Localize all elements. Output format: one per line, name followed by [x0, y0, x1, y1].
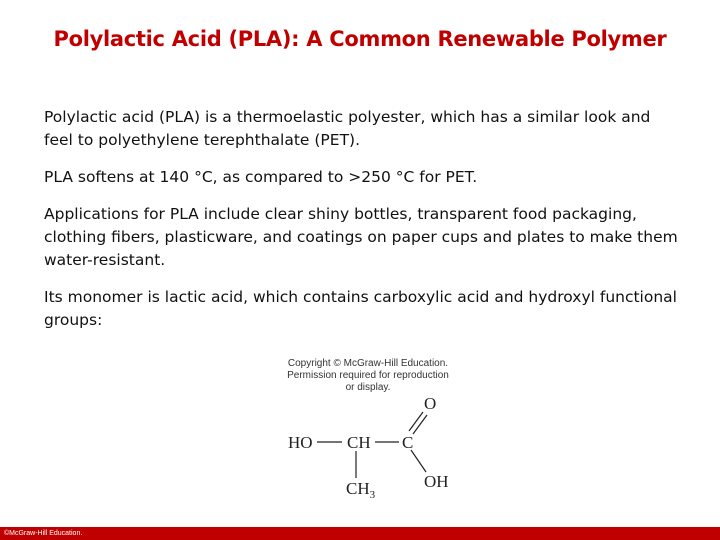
lactic-acid-structure — [280, 390, 470, 500]
figure-copyright-notice — [278, 358, 458, 394]
structure-label-ch: CH — [347, 433, 371, 452]
structure-label-oh: OH — [424, 472, 449, 491]
footer-bar — [0, 527, 720, 540]
copyright-line: or display. — [345, 382, 391, 393]
footer-copyright: ©McGraw-Hill Education. — [4, 530, 83, 537]
bond-c-o-double-1 — [409, 412, 423, 431]
slide-title: Polylactic Acid (PLA): A Common Renewable Polymer — [53, 27, 667, 51]
paragraph-pla-description: Polylactic acid (PLA) is a thermoelastic polyester, which has a similar look and feel to polyethylene terephthalate (PET). — [44, 108, 651, 149]
structure-label-ch3 — [346, 479, 376, 500]
slide-body — [44, 106, 684, 346]
copyright-line: Copyright © McGraw-Hill Education. — [287, 358, 449, 369]
ch3-subscript: 3 — [369, 489, 376, 500]
paragraph-monomer: Its monomer is lactic acid, which contains carboxylic acid and hydroxyl functional groups: — [44, 288, 677, 329]
ch3-main: CH — [346, 479, 370, 498]
copyright-line: Permission required for reproduction — [287, 370, 449, 381]
structure-label-c: C — [402, 433, 414, 452]
bond-c-oh — [411, 450, 426, 472]
structure-label-ho: HO — [288, 433, 313, 452]
paragraph-applications: Applications for PLA include clear shiny bottles, transparent food packaging, clothing fibers, plasticware, and coatings on paper cups and plates to make them water-resistant. — [44, 205, 678, 269]
paragraph-softening-point: PLA softens at 140 °C, as compared to >250 °C for PET. — [44, 168, 478, 186]
bond-c-o-double-2 — [413, 415, 427, 434]
structure-label-carbonyl-o: O — [424, 394, 437, 413]
